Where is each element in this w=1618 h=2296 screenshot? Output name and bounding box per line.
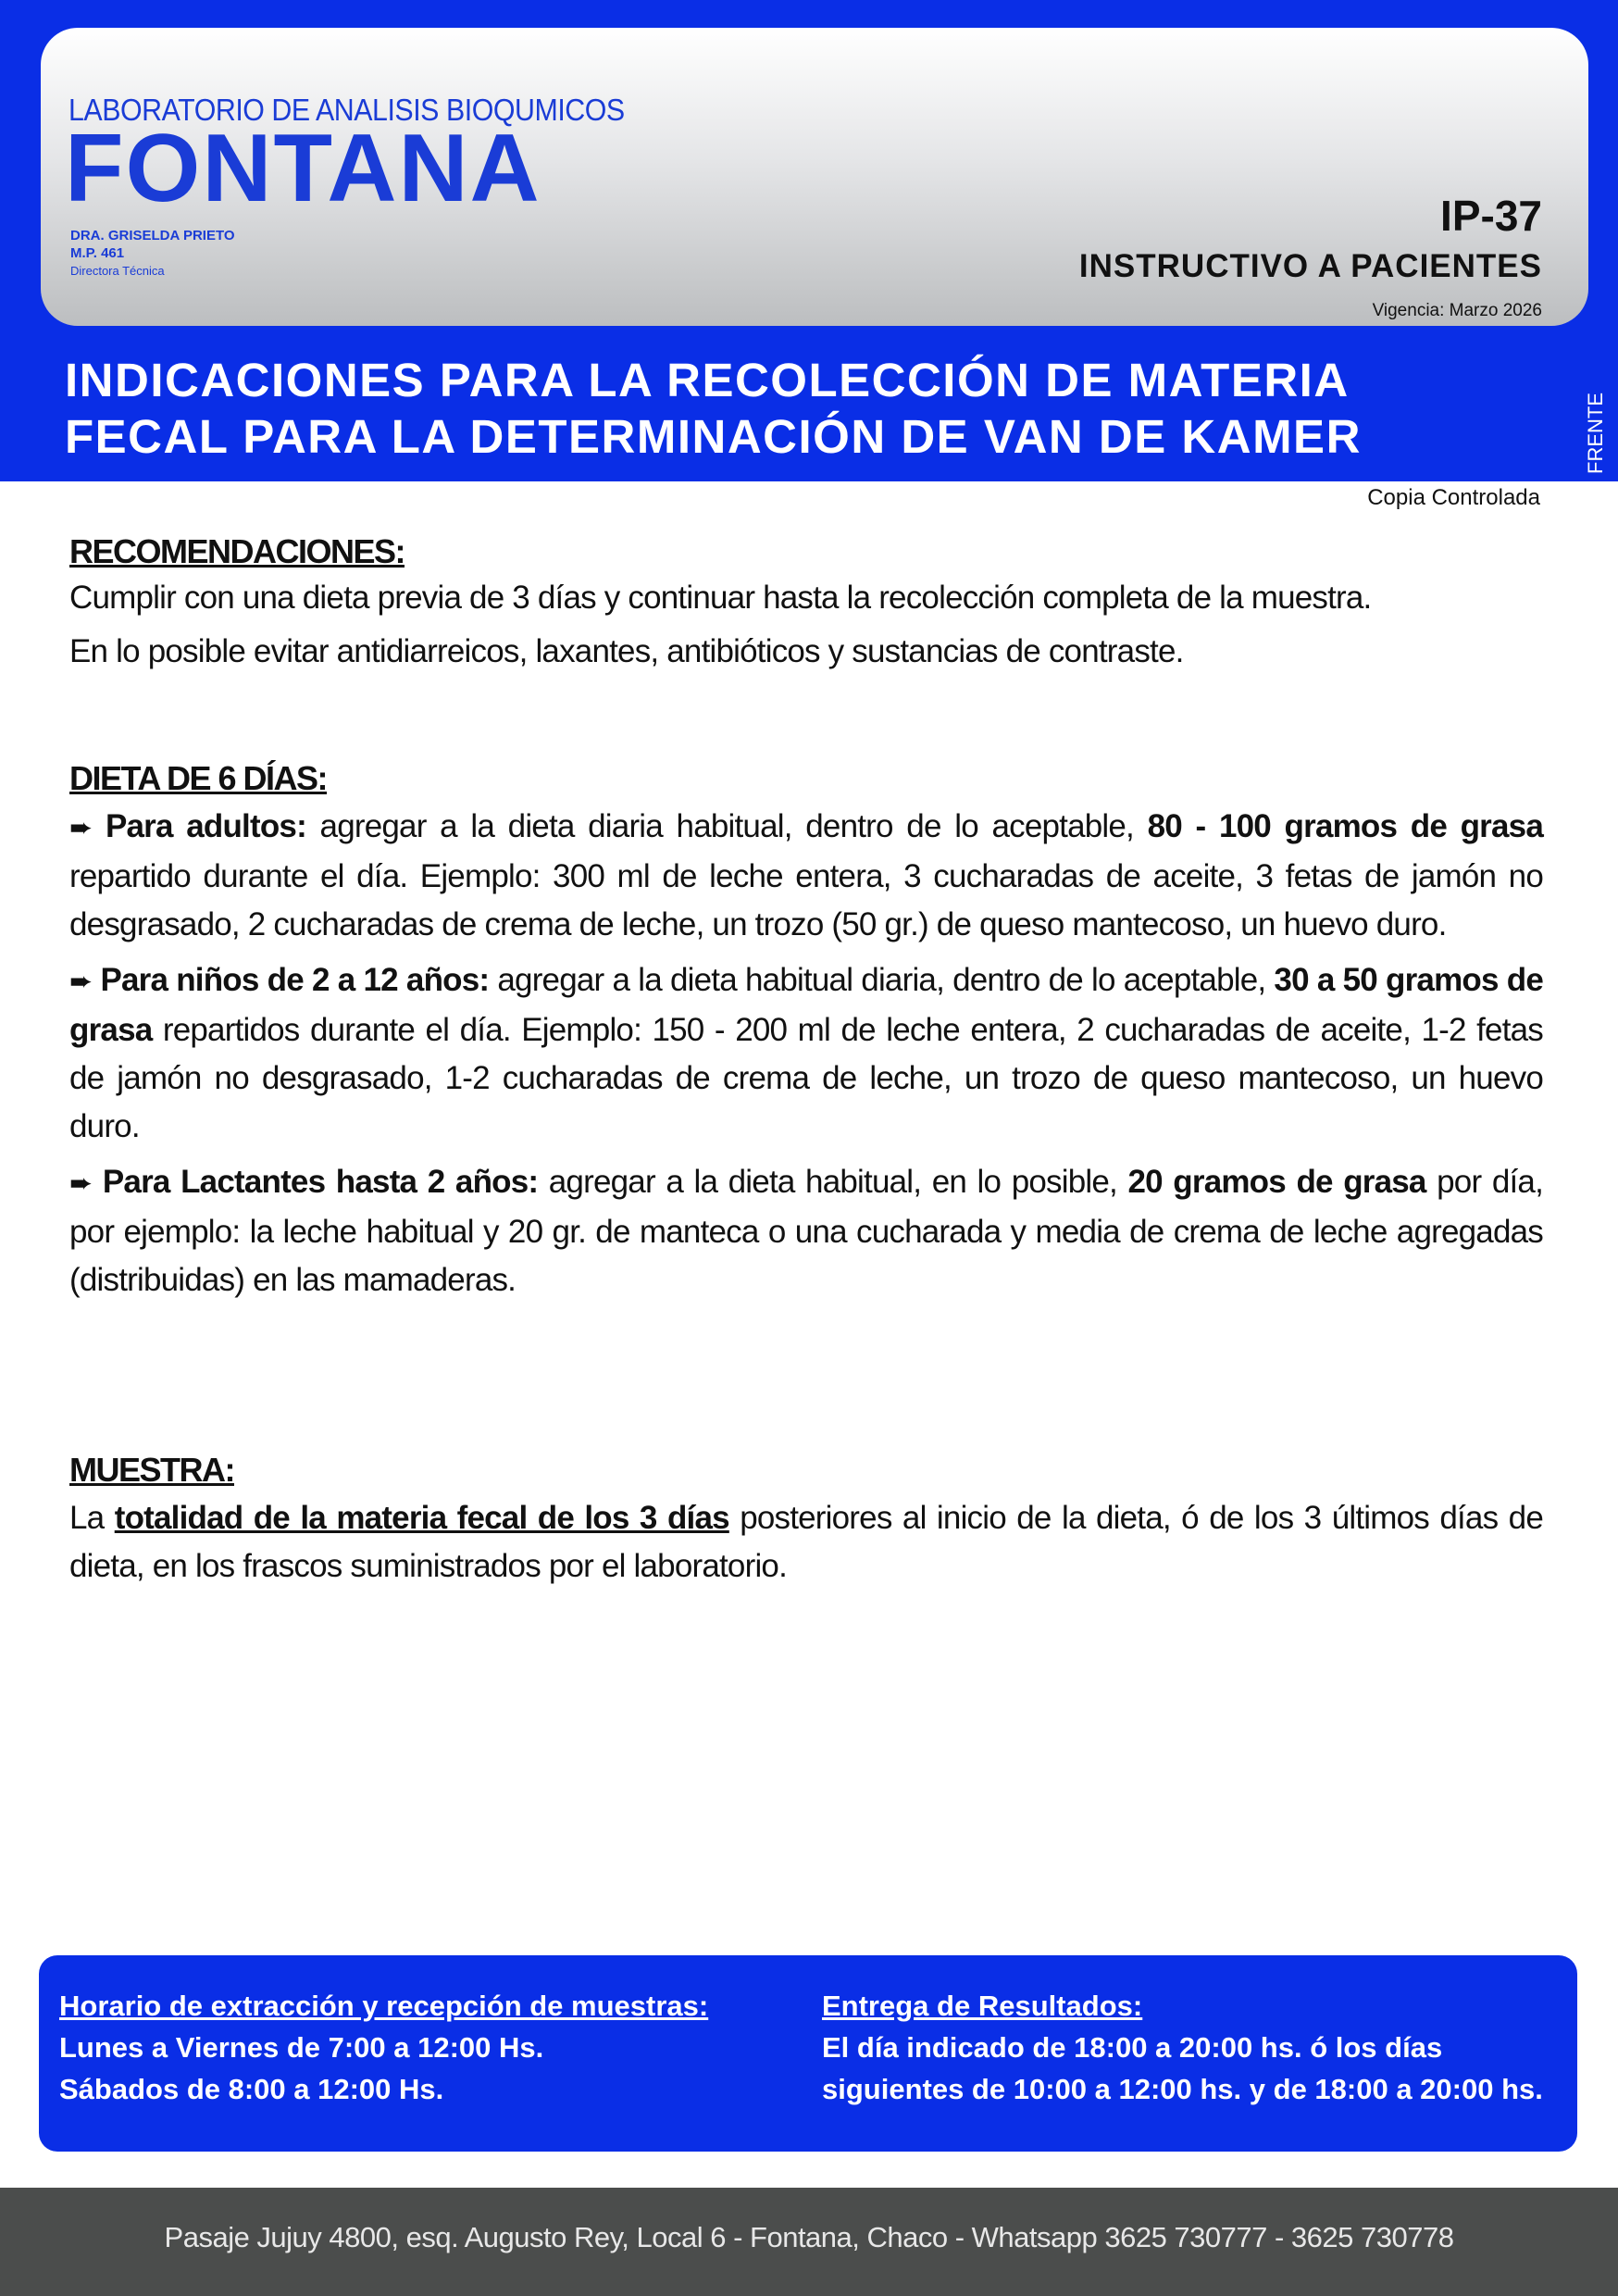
arrow-icon: ➨ <box>69 813 93 843</box>
hours-column <box>59 1985 708 2110</box>
validity-date: Vigencia: Marzo 2026 <box>1372 301 1542 320</box>
diet-children-amount: 30 a 50 gramos de grasa <box>69 962 1543 1048</box>
address-text: Pasaje Jujuy 4800, esq. Augusto Rey, Local 6 - Fontana, Chaco - Whatsapp 3625 730777 - 3625 730778 <box>164 2221 1454 2253</box>
recommendations-heading: RECOMENDACIONES: <box>69 532 405 570</box>
sample-heading: MUESTRA: <box>69 1451 234 1489</box>
results-column <box>822 1985 1543 2110</box>
brand-logo-text: FONTANA <box>65 115 541 222</box>
hours-heading: Horario de extracción y recepción de muestras: <box>59 1990 709 2022</box>
diet-children-label: Para niños de 2 a 12 años: <box>100 962 490 998</box>
diet-infants-example: por día, por ejemplo: la leche habitual y 20 gr. de manteca o una cucharada y media de crema de leche agregadas (distribuidas) en las mamaderas. <box>69 1164 1544 1298</box>
sample-text-start: La <box>69 1500 115 1536</box>
recommendation-line-1: Cumplir con una dieta previa de 3 días y continuar hasta la recolección completa de la muestra. <box>69 580 1372 616</box>
diet-section <box>69 755 1543 1304</box>
director-mp: M.P. 461 <box>70 245 125 261</box>
page-title-line-1: INDICACIONES PARA LA RECOLECCIÓN DE MATERIA <box>65 354 1350 406</box>
page-title-line-2: FECAL PARA LA DETERMINACIÓN DE VAN DE KAMER <box>65 410 1362 463</box>
recommendations-section <box>69 528 1543 676</box>
diet-adults <box>69 803 1543 949</box>
director-role: Directora Técnica <box>70 264 165 278</box>
diet-children-example: repartidos durante el día. Ejemplo: 150 - 200 ml de leche entera, 2 cucharadas de aceite, 1-2 fetas de jamón no desgrasado, 1-2 cucharadas de crema de leche, un trozo de queso mantecoso, un huevo duro. <box>69 1012 1543 1144</box>
arrow-icon: ➨ <box>69 1168 93 1199</box>
diet-infants-text: agregar a la dieta habitual, en lo posible, <box>538 1164 1128 1200</box>
director-info <box>70 227 235 280</box>
diet-adults-amount: 80 - 100 gramos de grasa <box>1147 808 1543 844</box>
results-heading: Entrega de Resultados: <box>822 1990 1143 2022</box>
document-type: INSTRUCTIVO A PACIENTES <box>1078 248 1542 284</box>
controlled-copy-label: Copia Controlada <box>1367 485 1540 510</box>
recommendation-line-2: En lo posible evitar antidiarreicos, laxantes, antibióticos y sustancias de contraste. <box>69 633 1184 669</box>
sample-section <box>69 1446 1543 1591</box>
diet-children <box>69 956 1543 1151</box>
side-label: FRENTE <box>1584 393 1607 474</box>
diet-adults-example: repartido durante el día. Ejemplo: 300 ml de leche entera, 3 cucharadas de aceite, 3 fetas de jamón no desgrasado, 2 cucharadas de crema de leche, un trozo (50 gr.) de queso mantecoso, un huevo duro. <box>69 858 1543 942</box>
arrow-icon: ➨ <box>69 967 93 997</box>
director-name: DRA. GRISELDA PRIETO <box>70 228 235 243</box>
lab-subtitle: LABORATORIO DE ANALISIS BIOQUMICOS <box>68 93 625 127</box>
diet-adults-label: Para adultos: <box>105 808 306 844</box>
sample-text <box>69 1494 1543 1591</box>
document-code: IP-37 <box>1440 192 1542 240</box>
sample-text-emphasis: totalidad de la materia fecal de los 3 días <box>114 1500 729 1536</box>
diet-heading: DIETA DE 6 DÍAS: <box>69 759 328 797</box>
diet-infants-label: Para Lactantes hasta 2 años: <box>102 1164 539 1200</box>
diet-infants <box>69 1158 1543 1304</box>
page-title <box>65 352 1362 465</box>
schedule-box <box>39 1955 1577 2152</box>
hours-weekdays: Lunes a Viernes de 7:00 a 12:00 Hs. <box>59 2031 544 2064</box>
hours-saturday: Sábados de 8:00 a 12:00 Hs. <box>59 2073 444 2105</box>
diet-children-text: agregar a la dieta habitual diaria, dentro de lo aceptable, <box>489 962 1275 998</box>
diet-adults-text: agregar a la dieta diaria habitual, dentro de lo aceptable, <box>305 808 1148 844</box>
results-line-1: El día indicado de 18:00 a 20:00 hs. ó los días <box>822 2031 1443 2064</box>
diet-infants-amount: 20 gramos de grasa <box>1127 1164 1426 1200</box>
results-line-2: siguientes de 10:00 a 12:00 hs. y de 18:00 a 20:00 hs. <box>822 2073 1543 2105</box>
sample-text-end: posteriores al inicio de la dieta, ó de los 3 últimos días de dieta, en los frascos suministrados por el laboratorio. <box>69 1500 1543 1584</box>
